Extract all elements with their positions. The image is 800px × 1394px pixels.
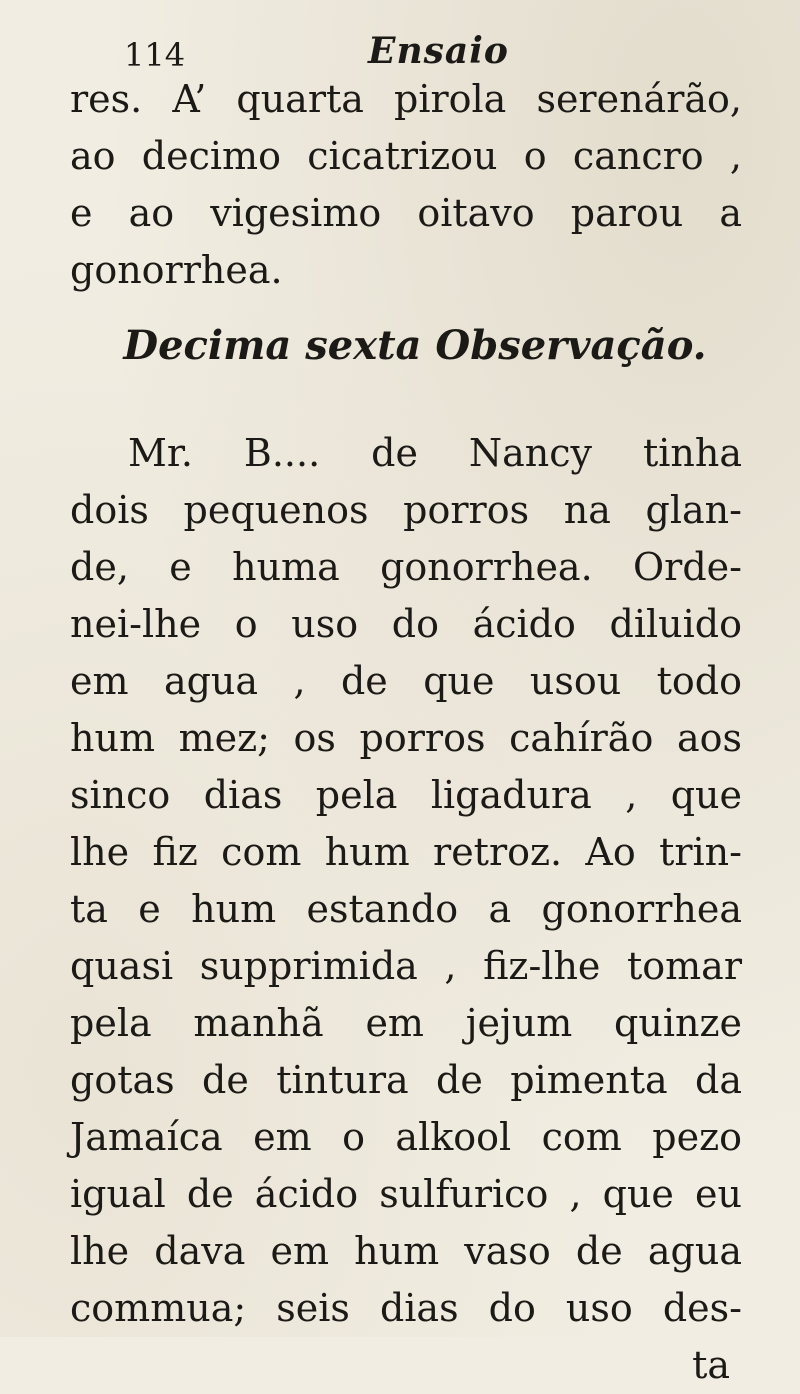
- text-line: ao decimo cicatrizou o cancro ,: [70, 134, 742, 178]
- text-line: quasi supprimida , fiz-lhe tomar: [70, 944, 742, 988]
- text-line: nei-lhe o uso do ácido diluido: [70, 602, 742, 646]
- text-line: dois pequenos porros na glan-: [70, 488, 742, 532]
- text-line: res. A’ quarta pirola serenárão,: [70, 77, 742, 121]
- text-line: gotas de tintura de pimenta da: [70, 1058, 742, 1102]
- running-title: Ensaio: [368, 30, 509, 72]
- paragraph-1: [70, 71, 742, 299]
- text-line: de, e huma gonorrhea. Orde-: [70, 545, 742, 589]
- text-line: Mr. B.... de Nancy tinha: [128, 431, 742, 475]
- text-line: hum mez; os porros cahírão aos: [70, 716, 742, 760]
- text-line: ta e hum estando a gonorrhea: [70, 887, 742, 931]
- page-number: 114: [124, 36, 186, 74]
- text-line: pela manhã em jejum quinze: [70, 1001, 742, 1045]
- text-line: commua; seis dias do uso des-: [70, 1286, 742, 1330]
- running-head: [0, 28, 800, 76]
- catchword: ta: [692, 1343, 730, 1387]
- text-line: e ao vigesimo oitavo parou a: [70, 191, 742, 235]
- text-line: lhe dava em hum vaso de agua: [70, 1229, 742, 1273]
- text-line: lhe fiz com hum retroz. Ao trin-: [70, 830, 742, 874]
- text-line: igual de ácido sulfurico , que eu: [70, 1172, 742, 1216]
- text-line: em agua , de que usou todo: [70, 659, 742, 703]
- text-line: sinco dias pela ligadura , que: [70, 773, 742, 817]
- paragraph-2: [70, 425, 742, 1394]
- section-heading: Decima sexta Observação.: [123, 322, 707, 369]
- text-line: Jamaíca em o alkool com pezo: [70, 1115, 742, 1159]
- text-line: gonorrhea.: [70, 248, 283, 292]
